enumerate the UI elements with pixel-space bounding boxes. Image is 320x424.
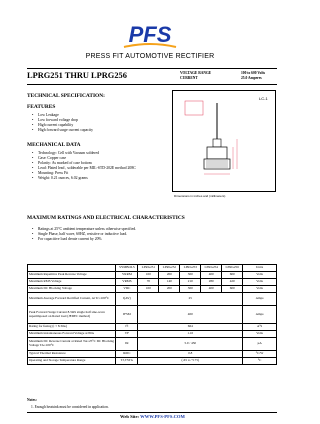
list-item: • Case: Copper case	[32, 156, 150, 161]
header-rule	[27, 68, 277, 69]
list-item: • Technology: Cell with Vacuum soldered	[32, 151, 150, 156]
package-caption: Dimensions in inches and (millimeters)	[174, 194, 226, 198]
ratings-heading: MAXIMUM RATINGS AND ELECTRICAL CHARACTERISTICS	[27, 215, 185, 221]
tech-heading: TECHNICAL SPECIFICATION:	[27, 93, 105, 99]
table-row: Rating for fusing (t < 8.3ms) I²t 664 A²S	[28, 324, 277, 331]
logo-text: PFS	[128, 22, 172, 47]
diode-base	[204, 159, 230, 169]
footer-label: Web Site:	[120, 414, 140, 419]
table-row: Maximum DC Reverse Current at Rated TA=25°C DC Blocking Voltage TA=100°C IR 5.0 / 450 µA	[28, 338, 277, 351]
current-label: CURRENT	[180, 76, 198, 80]
title-rule	[27, 84, 277, 85]
product-title: LPRG251 THRU LPRG256	[27, 71, 127, 80]
company-line: PRESS FIT AUTOMOTIVE RECTIFIER	[85, 53, 215, 60]
list-item: • For capacitive load derate current by 20%	[32, 237, 232, 242]
list-item: • High forward surge current capacity	[32, 128, 150, 133]
rating-values	[241, 71, 265, 81]
table-row: Maximum Average Forward Rectified Current, At Tc=100°C I(AV) 25 Amps	[28, 293, 277, 306]
package-drawing	[172, 90, 276, 192]
notes	[27, 398, 37, 402]
table-row: Maximum RMS Voltage VRMS 70 140 210 280 420 Volts	[28, 279, 277, 286]
pfs-logo	[110, 22, 190, 50]
list-item: • High current capability	[32, 123, 150, 128]
specs-table	[27, 264, 277, 365]
list-item: • Weight: 0.21 ounces, 6.02 grams	[32, 176, 150, 181]
table-row: Maximum instantaneous Forward Voltage at 80A VF 1.10 Volts	[28, 331, 277, 338]
mech-heading: MECHANICAL DATA	[27, 142, 81, 148]
table-row: Peak Forward Surge Current 8.3mS single half sine-wave superimposed on Rated load (JEDEC method) IFSM 400 Amps	[28, 306, 277, 324]
list-item: • Lead: Plated lead , solderable per MIL-STD-202E method 208C	[32, 166, 150, 171]
list-item: • Low forward voltage drop	[32, 118, 150, 123]
list-item: • Polarity: As marked of case bottom	[32, 161, 150, 166]
voltage-label: VOLTAGE RANGE	[180, 71, 212, 75]
voltage-value: 100 to 600 Volts	[241, 71, 266, 75]
table-row: Maximum DC Blocking Voltage VDC 100 200 300 400 600 Volts	[28, 286, 277, 293]
lead-collar	[213, 139, 221, 147]
list-item: • Single Phase, half wave, 60HZ, resistive or inductive load.	[32, 232, 232, 237]
notes-heading: Notes:	[27, 398, 37, 402]
table-row: Maximum Repetitive Peak Reverse Voltage VRRM 100 200 300 400 600 Volts	[28, 272, 277, 279]
package-label: LC-1	[259, 96, 268, 101]
note-1: 1. Enough heatsink must be considered in application.	[31, 405, 109, 409]
rating-labels	[180, 71, 211, 81]
current-value: 25.0 Amperes	[241, 76, 262, 80]
ratings-notes	[32, 227, 232, 242]
table-header-row: SYMBOLS LPRG251 LPRG252 LPRG253 LPRG254 LPRG256 Units	[28, 265, 277, 272]
mech-list	[32, 151, 150, 182]
features-list	[32, 113, 150, 133]
table-row: Typical Thermal Resistance RθJC 0.8 °C/W	[28, 351, 277, 358]
dimension-box	[185, 101, 203, 115]
diode-body	[207, 147, 227, 159]
list-item: • Mounting: Press Fit	[32, 171, 150, 176]
footer-url[interactable]: WWW.PFS-PFS.COM	[140, 414, 185, 419]
table-row: Operating and Storage Temperature Range TJ,TSTG (-65 to +175) °C	[28, 358, 277, 365]
list-item: • Low Leakage	[32, 113, 150, 118]
footer-rule	[27, 412, 277, 413]
diode-outline	[173, 91, 277, 193]
list-item: • Ratings at 25°C ambient temperature unless otherwise specified.	[32, 227, 232, 232]
features-heading: FEATURES	[27, 104, 56, 110]
footer	[120, 414, 185, 419]
